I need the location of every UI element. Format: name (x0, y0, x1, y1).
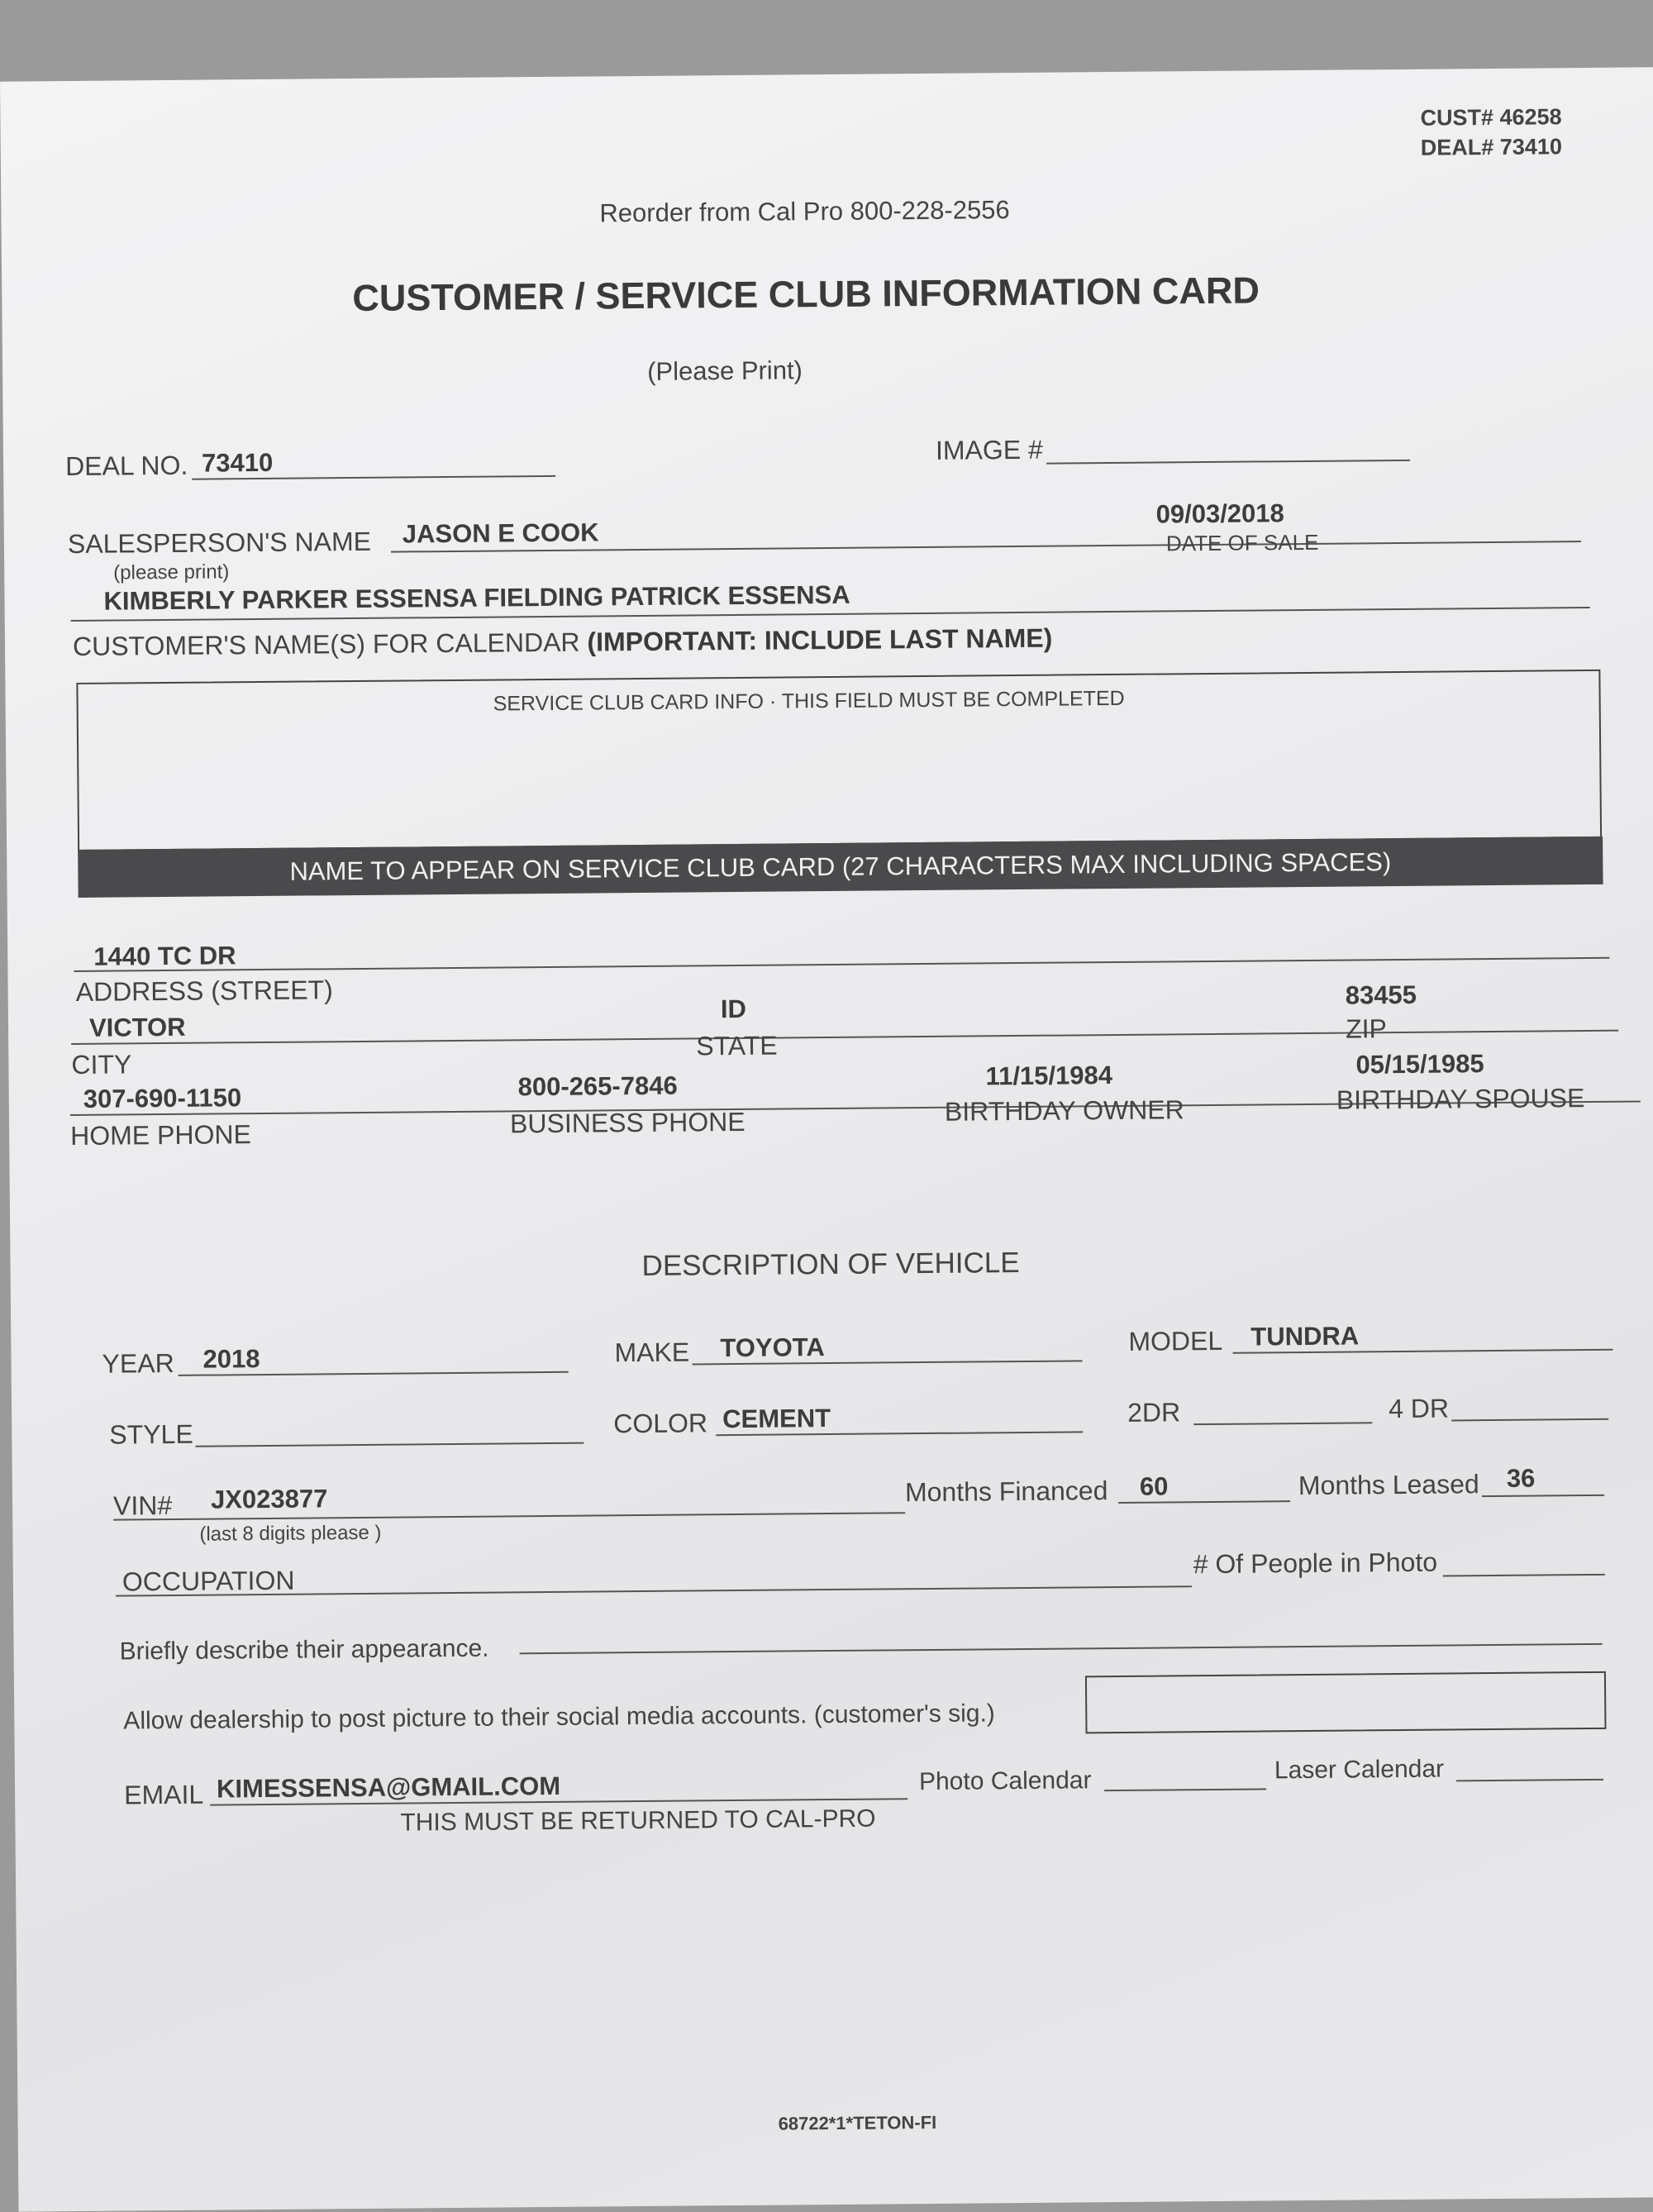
vin-label: VIN# (112, 1490, 173, 1521)
appearance-label: Briefly describe their appearance. (119, 1634, 489, 1666)
service-club-name-bar: NAME TO APPEAR ON SERVICE CLUB CARD (27 CHARACTERS MAX INCLUDING SPACES) (78, 837, 1603, 898)
customer-names-label-text: CUSTOMER'S NAME(S) FOR CALENDAR (72, 627, 580, 661)
deal-no-value: 73410 (201, 447, 274, 478)
vin-value: JX023877 (210, 1484, 328, 1514)
business-phone-label: BUSINESS PHONE (509, 1106, 746, 1139)
months-financed-value: 60 (1139, 1471, 1169, 1501)
birthday-owner-label: BIRTHDAY OWNER (944, 1094, 1184, 1127)
return-note: THIS MUST BE RETURNED TO CAL-PRO (400, 1804, 876, 1837)
year-label: YEAR (102, 1347, 174, 1379)
state-label: STATE (696, 1030, 778, 1061)
service-club-box-title: SERVICE CLUB CARD INFO · THIS FIELD MUST BE COMPLETED (493, 686, 1125, 716)
birthday-spouse-value: 05/15/1985 (1355, 1049, 1484, 1080)
model-label: MODEL (1128, 1325, 1223, 1356)
home-phone-value: 307-690-1150 (83, 1083, 242, 1113)
color-value: CEMENT (722, 1404, 831, 1434)
state-value: ID (720, 994, 747, 1024)
four-door-label: 4 DR (1388, 1393, 1450, 1424)
image-no-label: IMAGE # (935, 434, 1043, 465)
birthday-owner-value: 11/15/1984 (985, 1061, 1113, 1091)
reorder-note: Reorder from Cal Pro 800-228-2556 (599, 195, 1010, 228)
home-phone-label: HOME PHONE (70, 1119, 252, 1151)
please-print-note: (Please Print) (646, 355, 803, 386)
form-title: CUSTOMER / SERVICE CLUB INFORMATION CARD (352, 269, 1260, 320)
date-of-sale-label: DATE OF SALE (1165, 529, 1319, 556)
two-door-field[interactable] (1193, 1422, 1372, 1425)
color-label: COLOR (613, 1408, 708, 1439)
address-value: 1440 TC DR (93, 941, 236, 971)
form-sheet (0, 67, 1653, 2211)
vehicle-section-title: DESCRIPTION OF VEHICLE (641, 1247, 1020, 1283)
city-label: CITY (71, 1049, 132, 1080)
style-label: STYLE (109, 1418, 193, 1450)
two-door-label: 2DR (1127, 1397, 1181, 1428)
style-field[interactable] (195, 1442, 584, 1447)
customer-names-important-note: (IMPORTANT: INCLUDE LAST NAME) (587, 622, 1053, 657)
laser-calendar-label: Laser Calendar (1274, 1755, 1445, 1785)
deal-number-header: DEAL# 73410 (1420, 134, 1563, 160)
image-no-field[interactable] (1046, 460, 1410, 465)
make-label: MAKE (614, 1337, 690, 1368)
deal-no-label: DEAL NO. (64, 450, 188, 482)
people-in-photo-field[interactable] (1443, 1574, 1605, 1577)
salesperson-sublabel: (please print) (113, 560, 230, 584)
address-label: ADDRESS (STREET) (75, 975, 333, 1007)
people-in-photo-label: # Of People in Photo (1193, 1547, 1438, 1580)
months-leased-label: Months Leased (1298, 1469, 1479, 1501)
appearance-field[interactable] (520, 1643, 1603, 1654)
address-field[interactable] (74, 957, 1609, 972)
city-value: VICTOR (88, 1012, 186, 1042)
vin-sublabel: (last 8 digits please ) (199, 1521, 382, 1546)
make-value: TOYOTA (720, 1332, 825, 1363)
photo-calendar-field[interactable] (1104, 1788, 1266, 1791)
business-phone-value: 800-265-7846 (517, 1070, 678, 1102)
social-media-label: Allow dealership to post picture to their social media accounts. (customer's sig.) (123, 1700, 995, 1735)
email-value: KIMESSENSA@GMAIL.COM (216, 1771, 561, 1804)
photo-calendar-label: Photo Calendar (918, 1766, 1092, 1796)
birthday-spouse-label: BIRTHDAY SPOUSE (1336, 1083, 1585, 1115)
customer-names-value: KIMBERLY PARKER ESSENSA FIELDING PATRICK ESSENSA (103, 579, 850, 616)
zip-label: ZIP (1345, 1013, 1388, 1044)
social-media-signature-box[interactable] (1085, 1671, 1607, 1733)
months-leased-value: 36 (1506, 1463, 1536, 1493)
occupation-label: OCCUPATION (121, 1565, 295, 1597)
four-door-field[interactable] (1451, 1418, 1608, 1422)
model-value: TUNDRA (1250, 1321, 1360, 1352)
footer-code: 68722*1*TETON-FI (778, 2111, 937, 2134)
date-of-sale-value: 09/03/2018 (1155, 498, 1284, 529)
months-financed-label: Months Financed (904, 1475, 1108, 1508)
zip-value: 83455 (1345, 980, 1417, 1010)
service-club-box[interactable] (76, 670, 1602, 851)
laser-calendar-field[interactable] (1456, 1779, 1603, 1782)
email-label: EMAIL (123, 1779, 204, 1810)
year-value: 2018 (202, 1344, 260, 1374)
months-leased-field[interactable] (1482, 1495, 1604, 1497)
customer-names-label (73, 623, 1053, 662)
salesperson-label: SALESPERSON'S NAME (67, 526, 372, 560)
salesperson-value: JASON E COOK (402, 517, 599, 549)
cust-number: CUST# 46258 (1420, 104, 1562, 131)
